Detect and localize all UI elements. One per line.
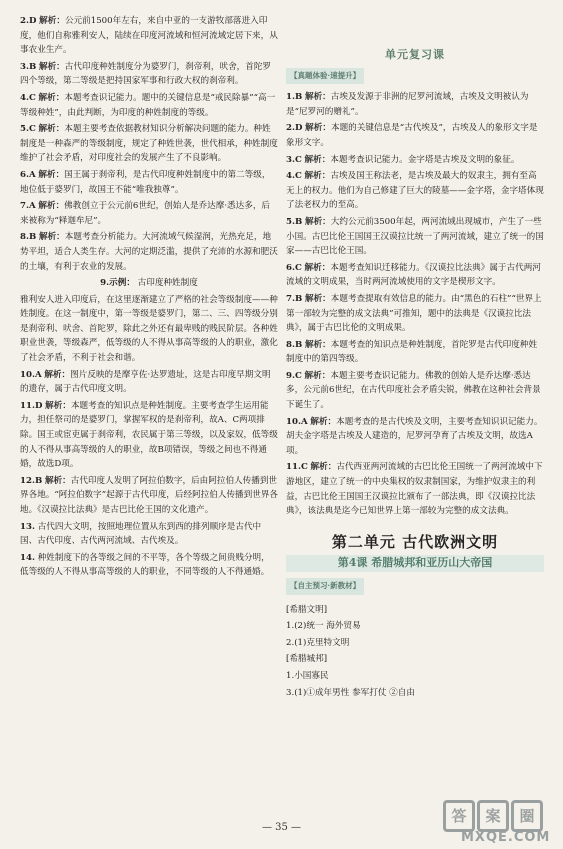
answer-text: 本题考查知识迁移能力。《汉谟拉比法典》属于古代两河流域的文明成果，当时两河流域使用的文字是楔形文字。 xyxy=(286,262,541,288)
answer-text: 本题考查分析能力。大河流域气候湿润，光热充足，地势平坦，适合人类生存。大河的定期泛滥，提供了充沛的水源和肥沃的土壤，有利于农业的发展。 xyxy=(20,232,278,272)
page-number: — 35 — xyxy=(261,822,302,833)
analysis-label: 解析： xyxy=(305,123,331,134)
answer-text: 古代四大文明，按照地理位置从东到西的排列顺序是古代中国、古代印度、古代两河流域、古代埃及。 xyxy=(20,521,262,547)
answer-number: 2.D xyxy=(20,16,37,26)
watermark-char: 圈 xyxy=(511,800,543,832)
answer-text: 本题考查提取有效信息的能力。由“黑色的石柱”“世界上第一部较为完整的成文法典”可推知，题中的法典是《汉谟拉比法典》，属于古巴比伦的文明成果。 xyxy=(286,293,542,334)
answer-item xyxy=(286,121,544,150)
answer-item xyxy=(286,169,544,213)
answer-number: 10.A xyxy=(286,416,308,427)
section-heading xyxy=(286,48,544,64)
answer-item xyxy=(20,520,278,549)
answer-item xyxy=(20,293,278,366)
answer-text: 雅利安人进入印度后，在这里逐渐建立了严格的社会等级制度——种姓制度。在这一制度中，第一等级是婆罗门，第二、三、四等级分别是刹帝利、吠舍、首陀罗，除此之外还有最卑贱的贱民阶层。各种姓职业世袭，等级森严，低等级的人不得从事高等级的人的职业，激化了社会矛盾，不利于社会和谐。 xyxy=(20,294,278,364)
answer-text: 本题主要考查识记能力。佛教的创始人是乔达摩·悉达多，公元前6世纪，在古代印度社会矛盾尖锐，佛教在这种社会背景下诞生了。 xyxy=(286,370,541,411)
answer-item xyxy=(286,215,544,259)
answer-item xyxy=(286,460,544,518)
answer-item xyxy=(286,292,544,336)
analysis-label: 解析： xyxy=(44,475,71,486)
analysis-label: 解析： xyxy=(304,216,331,227)
analysis-label: 解析： xyxy=(38,61,65,72)
section-subheading: 【真题体验·速提升】 xyxy=(286,68,364,85)
answer-number: 2.D xyxy=(286,123,303,134)
answer-item xyxy=(20,91,278,120)
answer-item xyxy=(20,168,278,197)
answer-number: 11.D xyxy=(20,400,43,411)
review-line: 2.(1)克里特文明 xyxy=(286,637,350,648)
lesson-title: 第4课 希腊城邦和亚历山大帝国 xyxy=(286,555,544,572)
answer-text: 公元前1500年左右，来自中亚的一支游牧部落进入印度，他们自称雅利安人，陆续在印度河流域和恒河流域定居下来，从事农业生产。 xyxy=(20,16,278,56)
analysis-label: 解析： xyxy=(38,124,65,135)
analysis-label: 解析： xyxy=(38,92,65,103)
answer-item xyxy=(20,368,278,397)
analysis-label: 解析： xyxy=(304,339,331,350)
answer-number: 8.B xyxy=(20,232,37,243)
review-line: 3.(1)①成年男性 参军打仗 ②自由 xyxy=(286,687,415,698)
analysis-label: 解析： xyxy=(304,370,331,381)
answer-number: 8.B xyxy=(286,339,303,350)
answer-text: 佛教创立于公元前6世纪，创始人是乔达摩·悉达多，后来被称为“释迦牟尼”。 xyxy=(20,201,271,226)
answer-number: 4.C xyxy=(286,171,302,182)
analysis-label: 解析： xyxy=(38,201,65,212)
answer-item xyxy=(286,261,544,290)
lesson-subheading: 【自主预习·新教材】 xyxy=(286,578,364,595)
review-line: 1.(2)统一 海外贸易 xyxy=(286,621,361,632)
answer-item xyxy=(20,276,278,291)
answer-number: 3.B xyxy=(20,61,37,72)
answer-number: 9.示例： xyxy=(100,278,135,289)
answer-number: 3.C xyxy=(286,154,302,165)
analysis-label: 解析： xyxy=(304,293,331,304)
answer-item xyxy=(286,415,544,459)
answer-item xyxy=(286,338,544,367)
answer-text: 本题考查识记能力。题中的关键信息是“戒民除暴”“高一等级种姓”，由此判断，为印度的种姓制度的等级。 xyxy=(20,92,276,118)
answer-text: 古代西亚两河流域的古巴比伦王国统一了两河流域中下游地区，建立了统一的中央集权的奴隶制国家，为维护奴隶主的利益，古巴比伦王国国王汉谟拉比颁布了一部法典，即《汉谟拉比法典》，该法典是迄今已知世界上第一部较为完整的成文法典。 xyxy=(286,462,543,517)
answer-number: 10.A xyxy=(20,369,42,380)
answer-number: 14. xyxy=(20,552,35,563)
answer-text: 本题考查的知识点是种姓制度。主要考查学生运用能力，担任祭司的是婆罗门，掌握军权的是刹帝利，故A、C两项排除。国王或宦吏属于刹帝利，农民属于第三等级，以及家奴，低等级的人不得从事高等级的人的职业，故B项错误，等级之间也不得通婚，故选D项。 xyxy=(20,400,278,470)
analysis-label: 解析： xyxy=(45,400,71,411)
answer-text: 图片反映的是摩亨佐·达罗遗址，这是古印度早期文明的遗存，属于古代印度文明。 xyxy=(20,369,271,395)
answer-number: 6.C xyxy=(286,262,302,273)
review-line: [希腊城邦] xyxy=(286,654,328,665)
analysis-label: 解析： xyxy=(304,262,331,273)
watermark-char: 案 xyxy=(477,800,509,832)
answer-item xyxy=(20,60,278,89)
answer-item xyxy=(20,399,278,472)
answer-text: 本题主要考查依据教材知识分析解决问题的能力。种姓制度是一种森严的等级制度，规定了种姓世袭，世代相承，种姓制度维护了社会矛盾，对印度社会的发展产生了不良影响。 xyxy=(20,124,278,164)
analysis-label: 解析： xyxy=(38,232,65,243)
answer-number: 11.C xyxy=(286,462,308,473)
answer-text: 古印度种姓制度 xyxy=(137,278,198,289)
answer-item xyxy=(20,14,278,58)
analysis-label: 解析： xyxy=(304,92,331,103)
answer-text: 种姓制度下的各等级之间的不平等，各个等级之间贵贱分明，低等级的人不得从事高等级的人的职业，不同等级的人不得通婚。 xyxy=(20,552,270,578)
analysis-label: 解析： xyxy=(310,416,337,427)
review-line: 1.小国寡民 xyxy=(286,670,329,681)
analysis-label: 解析： xyxy=(304,154,331,165)
answer-number: 6.A xyxy=(20,169,36,180)
answer-item xyxy=(286,369,544,413)
answer-item xyxy=(20,122,278,166)
answer-text: 国王属于刹帝利，是古代印度种姓制度中的第二等级，地位低于婆罗门，故国王不能“唯我独尊”。 xyxy=(20,169,271,195)
watermark-url: MXQE.COM xyxy=(461,830,551,845)
answer-number: 4.C xyxy=(20,92,36,103)
review-line: [希腊文明] xyxy=(286,604,328,615)
answer-text: 大约公元前3500年起，两河流域出现城市，产生了一些小国。古巴比伦王国国王汉谟拉比统一了两河流域，建立了统一的国家——古巴比伦王国。 xyxy=(286,216,544,257)
answer-text: 古代印度人发明了阿拉伯数字，后由阿拉伯人传播到世界各地。“阿拉伯数字”起源于古代印度，后经阿拉伯人传播到世界各地。《汉谟拉比法典》是古巴比伦王国的文化遗产。 xyxy=(20,475,279,515)
answer-text: 古埃及发源于非洲的尼罗河流域，古埃及文明被认为是“尼罗河的赠礼”。 xyxy=(286,92,529,117)
unit-title: 第二单元 古代欧洲文明 xyxy=(331,532,499,551)
analysis-label: 解析： xyxy=(39,16,65,26)
answer-number: 7.B xyxy=(286,293,303,304)
answer-text: 古代印度种姓制度分为婆罗门，刹帝利，吠舍，首陀罗四个等级，第二等级是把持国家军事和行政大权的刹帝利。 xyxy=(20,61,272,87)
answer-number: 9.C xyxy=(286,370,302,381)
answer-number: 5.B xyxy=(286,216,303,227)
answer-item xyxy=(20,199,278,228)
answer-text: 本题的关键信息是“古代埃及”，古埃及人的象形文字是象形文字。 xyxy=(286,123,538,148)
answer-item xyxy=(20,551,278,580)
answer-number: 7.A xyxy=(20,201,36,212)
answer-number: 1.B xyxy=(286,92,303,103)
section-heading-text: 单元复习课 xyxy=(385,48,445,61)
answer-item xyxy=(286,153,544,168)
answer-text: 古埃及国王称法老，是古埃及最大的奴隶主，拥有至高无上的权力。他们为自己修建了巨大的陵墓——金字塔，金字塔体现了法老权力的至高。 xyxy=(286,171,544,211)
answer-text: 本题考查的是古代埃及文明，主要考查知识识记能力。胡夫金字塔是古埃及人建造的，尼罗河孕育了古埃及文明，故选A项。 xyxy=(286,416,543,456)
answer-text: 本题考查识记能力。金字塔是古埃及文明的象征。 xyxy=(330,154,520,165)
watermark-logo xyxy=(443,800,553,844)
analysis-label: 解析： xyxy=(44,369,71,380)
answer-number: 5.C xyxy=(20,124,36,135)
right-column xyxy=(286,14,544,702)
answer-number: 13. xyxy=(20,521,35,532)
analysis-label: 解析： xyxy=(304,171,331,182)
analysis-label: 解析： xyxy=(310,462,337,473)
answer-item xyxy=(20,474,278,518)
answer-item xyxy=(20,230,278,274)
watermark-char: 答 xyxy=(443,800,475,832)
answer-item xyxy=(286,90,544,119)
analysis-label: 解析： xyxy=(38,169,65,180)
answer-text: 本题考查的知识点是种姓制度，首陀罗是古代印度种姓制度中的第四等级。 xyxy=(286,339,538,365)
right-answers-top xyxy=(286,48,544,700)
answer-number: 12.B xyxy=(20,475,43,486)
left-column xyxy=(20,14,278,582)
